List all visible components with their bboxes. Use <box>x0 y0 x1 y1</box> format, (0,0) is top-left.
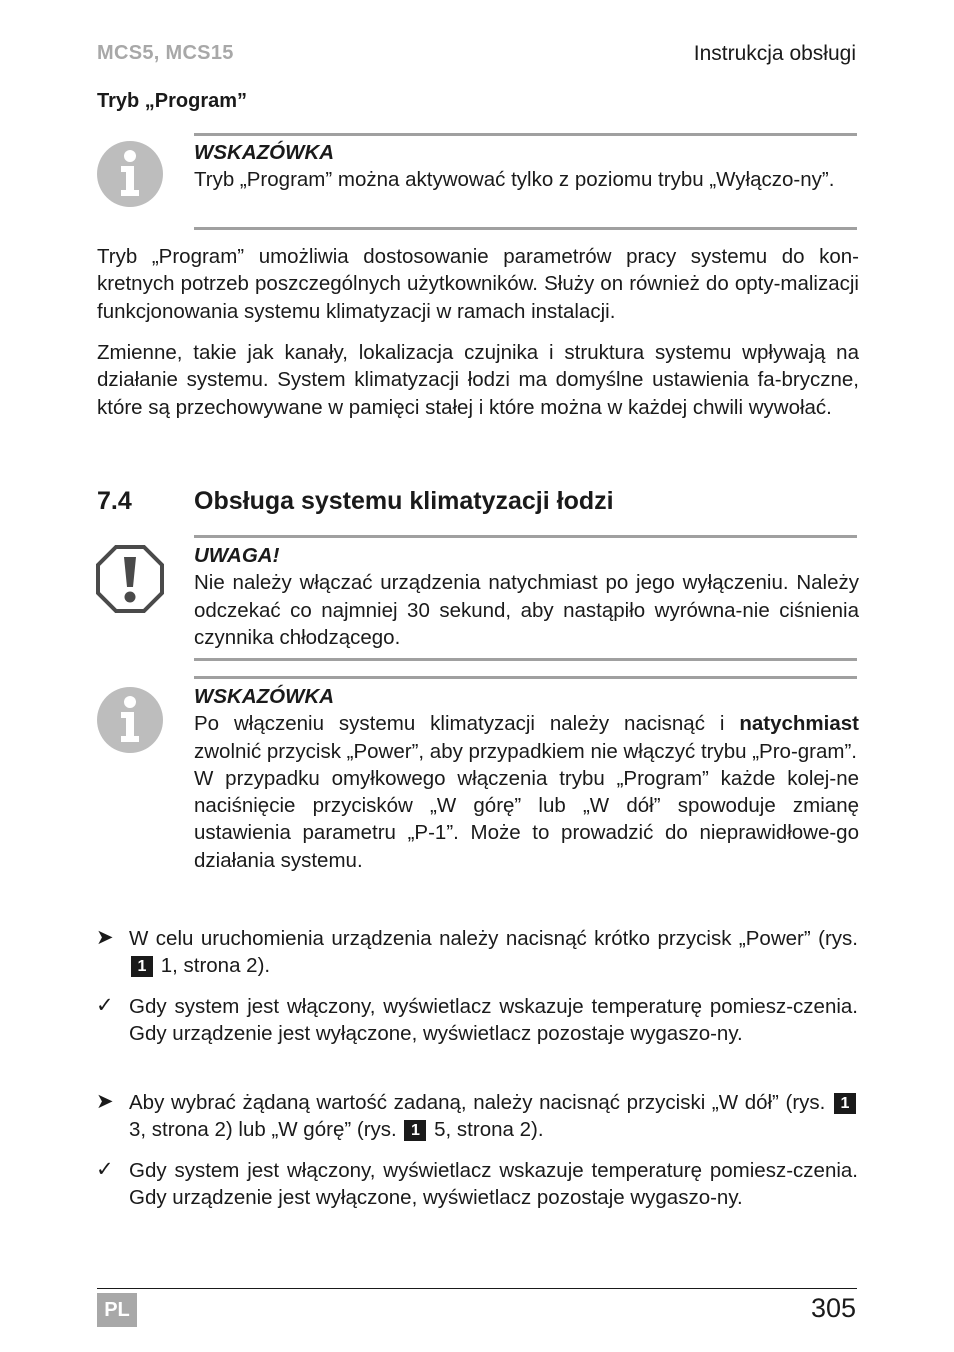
figure-ref-badge: 1 <box>404 1120 426 1141</box>
subheading: Tryb „Program” <box>97 90 248 112</box>
language-badge: PL <box>97 1293 137 1327</box>
step-1-text-a: W celu uruchomienia urządzenia należy nacisnąć krótko przycisk „Power” (rys. <box>129 927 858 950</box>
note1-title: WSKAZÓWKA <box>194 141 335 164</box>
header-doc-title: Instrukcja obsługi <box>693 42 856 65</box>
figure-ref-badge: 1 <box>131 956 153 977</box>
step-3 <box>129 1089 858 1144</box>
note1-bottom-rule <box>194 227 857 230</box>
step-1 <box>129 925 858 980</box>
note2-text-c: W przypadku omyłkowego włączenia trybu „Program” każde kolej-ne naciśnięcie przycisków „W górę” lub „W dół” spowoduje zmianę ustawienia parametru „P-1”. Może to prowadzić do nieprawidłowe-go działania systemu. <box>194 766 859 872</box>
note2-text-a: Po włączeniu systemu klimatyzacji należy nacisnąć i <box>194 712 725 736</box>
info-icon <box>96 140 164 213</box>
note1-top-rule <box>194 133 857 136</box>
caution-title: UWAGA! <box>194 544 280 567</box>
note2-text-b: zwolnić przycisk „Power”, aby przypadkiem nie włączyć trybu „Pro-gram”. <box>194 739 858 763</box>
step-2: Gdy system jest włączony, wyświetlacz wskazuje temperaturę pomiesz-czenia. Gdy urządzenie jest wyłączone, wyświetlacz pozostaje wygaszo-ny. <box>129 995 858 1046</box>
note2-title: WSKAZÓWKA <box>194 685 335 708</box>
paragraph-2: Zmienne, takie jak kanały, lokalizacja czujnika i struktura systemu wpływają na działanie systemu. System klimatyzacji łodzi ma domyślne ustawienia fa-bryczne, które są przechowywane w pamięci stałej i które można w każdej chwili wywołać. <box>97 341 859 419</box>
result-check-icon: ✓ <box>96 994 114 1017</box>
caution <box>194 542 859 651</box>
paragraph-1: Tryb „Program” umożliwia dostosowanie parametrów pracy systemu do kon-kretnych potrzeb poszczególnych użytkowników. Służy on również do opty-malizacji funkcjonowania systemu klimatyzacji w ramach instalacji. <box>97 245 859 323</box>
page-number: 305 <box>810 1293 856 1323</box>
figure-ref-badge: 1 <box>834 1093 856 1114</box>
caution-bottom-rule <box>194 658 857 661</box>
caution-icon <box>96 545 164 618</box>
note1-text: Tryb „Program” można aktywować tylko z poziomu trybu „Wyłączo-ny”. <box>194 168 835 192</box>
step-3-text-c: 5, strona 2). <box>434 1118 544 1142</box>
note2-text-bold: natychmiast <box>739 712 859 736</box>
info-icon <box>96 686 164 759</box>
step-3-text-a: Aby wybrać żądaną wartość zadaną, należy nacisnąć przyciski „W dół” (rys. <box>129 1091 826 1114</box>
caution-text: Nie należy włączać urządzenia natychmiast po jego wyłączeniu. Należy odczekać co najmniej 30 sekund, aby nastąpiło wyrówna-nie ciśnienia czynnika chłodzącego. <box>194 571 859 649</box>
header-model: MCS5, MCS15 <box>97 42 234 64</box>
note2 <box>194 683 859 874</box>
caution-top-rule <box>194 535 857 538</box>
section-title: Obsługa systemu klimatyzacji łodzi <box>194 487 614 515</box>
footer-rule <box>97 1288 857 1289</box>
action-arrow-icon: ➤ <box>96 1090 114 1113</box>
action-arrow-icon: ➤ <box>96 926 114 949</box>
note2-top-rule <box>194 676 857 679</box>
step-1-text-b: 1, strona 2). <box>160 954 271 978</box>
note1 <box>194 139 859 194</box>
step-3-text-b: 3, strona 2) lub „W górę” (rys. <box>129 1118 397 1142</box>
section-number: 7.4 <box>97 487 132 515</box>
result-check-icon: ✓ <box>96 1158 114 1181</box>
step-4: Gdy system jest włączony, wyświetlacz wskazuje temperaturę pomiesz-czenia. Gdy urządzenie jest wyłączone, wyświetlacz pozostaje wygaszo-ny. <box>129 1159 858 1210</box>
